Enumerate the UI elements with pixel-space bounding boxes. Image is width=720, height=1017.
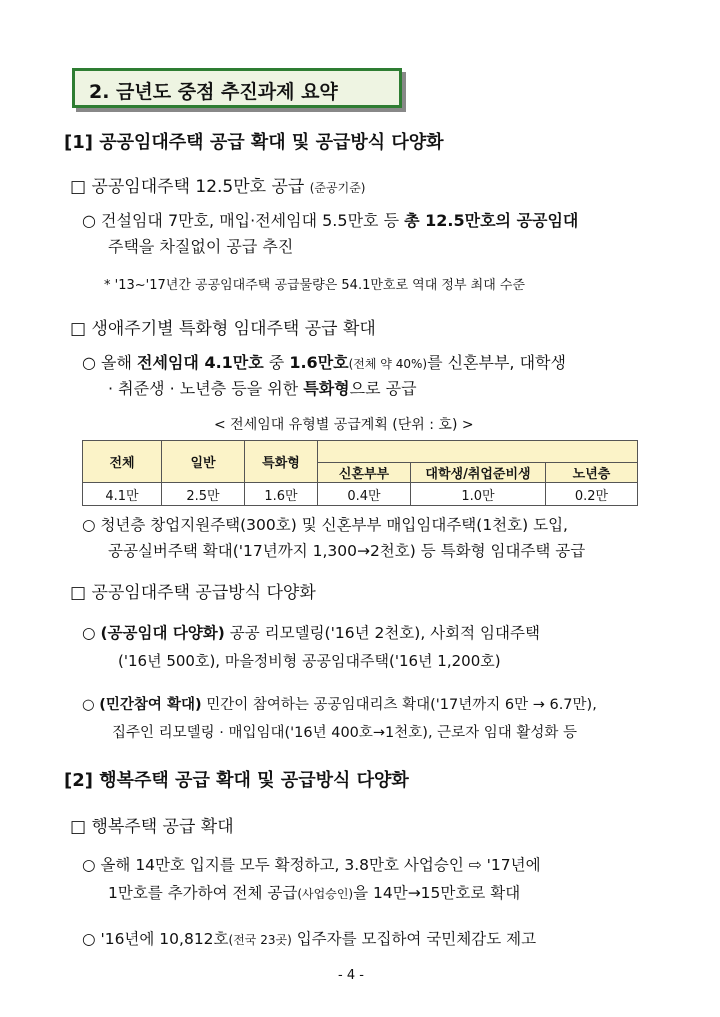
t: 민간이 참여하는 공공임대리츠 확대('17년까지 6만 → 6.7만), xyxy=(201,697,597,713)
t-sub: (전국 23곳) xyxy=(228,933,292,947)
bullet-happy-line2 xyxy=(108,880,520,907)
bullet-youth-line2: 공공실버주택 확대('17년까지 1,300→2천호) 등 특화형 임대주택 공급 xyxy=(108,542,586,560)
t-sub: (전체 약 40%) xyxy=(348,357,428,371)
t: ○ '16년에 10,812호 xyxy=(82,930,229,948)
bullet-youth-line1: ○ 청년층 창업지원주택(300호) 및 신혼부부 매입임대주택(1천호) 도입, xyxy=(82,516,568,534)
bullet-jeonse-line2 xyxy=(108,376,417,402)
item-supply-sub: (준공기준) xyxy=(309,181,366,195)
section-heading: 2. 금년도 중점 추진과제 요약 xyxy=(89,81,338,103)
t: ○ xyxy=(82,624,101,642)
th-elderly: 노년층 xyxy=(546,463,638,483)
td-general: 2.5만 xyxy=(162,483,245,506)
th-general: 일반 xyxy=(162,441,245,483)
bullet-construction-line1 xyxy=(82,208,578,234)
t: 공공 리모델링('16년 2천호), 사회적 임대주택 xyxy=(224,624,540,642)
item-supply-label: □ 공공임대주택 12.5만호 공급 xyxy=(70,177,310,197)
bullet-public-line1 xyxy=(82,620,540,646)
th-newlywed: 신혼부부 xyxy=(318,463,411,483)
td-newlywed: 0.4만 xyxy=(318,483,411,506)
t: 으로 공급 xyxy=(349,379,417,398)
t: 중 xyxy=(263,353,290,372)
t-emph: 특화형 xyxy=(303,379,350,398)
t-emph: (민간참여 확대) xyxy=(99,697,202,713)
bullet-public-line2: ('16년 500호), 마을정비형 공공임대주택('16년 1,200호) xyxy=(118,652,501,670)
t-sub: (사업승인) xyxy=(297,887,354,901)
th-student: 대학생/취업준비생 xyxy=(411,463,546,483)
th-total: 전체 xyxy=(83,441,162,483)
page-number: - 4 - xyxy=(338,968,364,983)
bullet-happy-line1: ○ 올해 14만호 입지를 모두 확정하고, 3.8만호 사업승인 ⇨ '17년에 xyxy=(82,856,541,874)
table-caption: < 전세임대 유형별 공급계획 (단위 : 호) > xyxy=(214,417,474,433)
item-happy-housing: □ 행복주택 공급 확대 xyxy=(70,817,234,837)
t: 1만호를 추가하여 전체 공급 xyxy=(108,884,298,902)
bullet-construction-line2: 주택을 차질없이 공급 추진 xyxy=(108,237,294,256)
item-lifecycle: □ 생애주기별 특화형 임대주택 공급 확대 xyxy=(70,319,376,339)
subsection-title-1: [1] 공공임대주택 공급 확대 및 공급방식 다양화 xyxy=(64,132,444,153)
item-supply-125k xyxy=(70,172,365,197)
td-elderly: 0.2만 xyxy=(546,483,638,506)
item-diversify: □ 공공임대주택 공급방식 다양화 xyxy=(70,583,316,603)
t-emph: 1.6만호 xyxy=(289,353,349,372)
t-emph: 전세임대 4.1만호 xyxy=(137,353,264,372)
th-special: 특화형 xyxy=(245,441,318,483)
th-special-span xyxy=(318,441,638,463)
jeonse-plan-table xyxy=(82,440,638,506)
t-emph: (공공임대 다양화) xyxy=(100,624,225,642)
td-student: 1.0만 xyxy=(411,483,546,506)
t: 를 신혼부부, 대학생 xyxy=(427,353,566,372)
t: · 취준생 · 노년층 등을 위한 xyxy=(108,379,304,398)
td-special: 1.6만 xyxy=(245,483,318,506)
footnote-record: * '13~'17년간 공공임대주택 공급물량은 54.1만호로 역대 정부 최대 수준 xyxy=(104,278,526,293)
t: ○ xyxy=(82,697,100,713)
table-row xyxy=(83,483,638,506)
t: 입주자를 모집하여 국민체감도 제고 xyxy=(291,930,537,948)
bullet-emph: 총 12.5만호의 공공임대 xyxy=(404,211,579,230)
subsection-title-2: [2] 행복주택 공급 확대 및 공급방식 다양화 xyxy=(64,770,409,791)
bullet-jeonse-line1 xyxy=(82,350,566,377)
bullet-private-line1 xyxy=(82,692,597,718)
td-total: 4.1만 xyxy=(83,483,162,506)
bullet-text: ○ 건설임대 7만호, 매입·전세임대 5.5만호 등 xyxy=(82,211,405,230)
t: 을 14만→15만호로 확대 xyxy=(353,884,521,902)
t: ○ 올해 xyxy=(82,353,138,372)
section-heading-box xyxy=(72,68,402,108)
bullet-private-line2: 집주인 리모델링 · 매입임대('16년 400호→1천호), 근로자 임대 활성화 등 xyxy=(112,725,578,741)
bullet-recruit xyxy=(82,926,536,953)
